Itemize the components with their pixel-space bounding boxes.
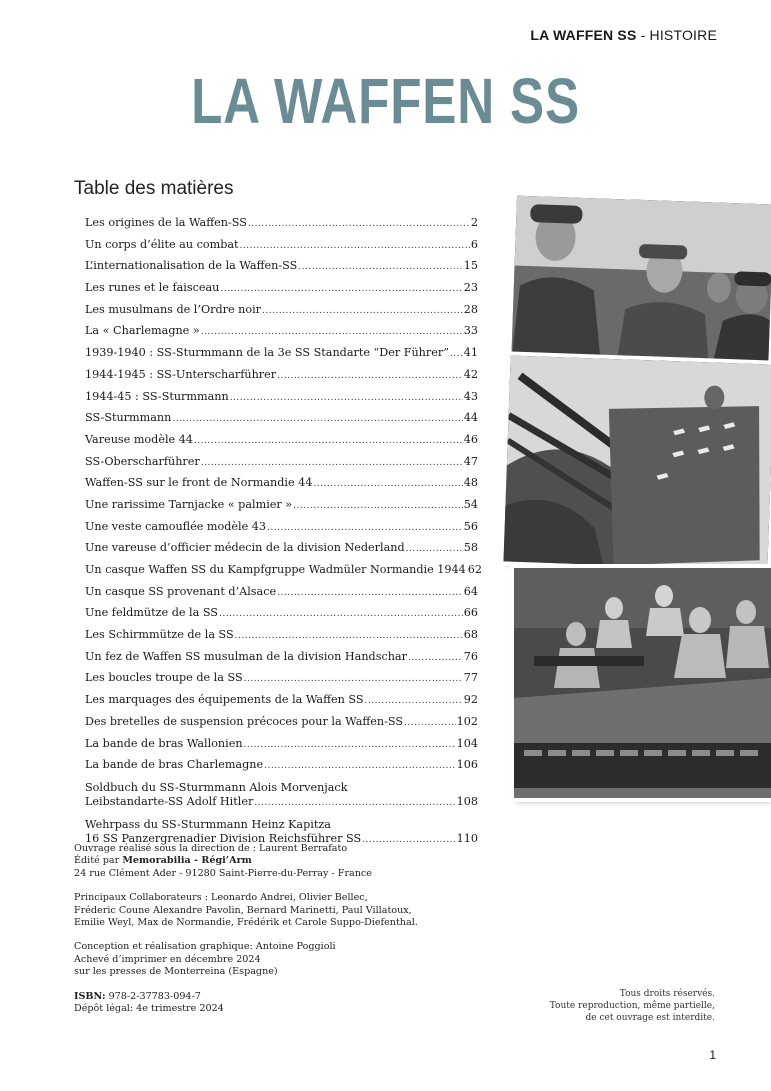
toc-entry-page: 41 <box>463 346 478 360</box>
toc-entry-page: 64 <box>463 584 478 598</box>
toc-dot-leader <box>235 628 463 643</box>
toc-entry <box>85 259 478 274</box>
toc-dot-leader <box>194 433 463 448</box>
toc-entry <box>85 368 478 383</box>
publisher-line: Édité par Memorabilia - Régi’Arm <box>74 855 252 867</box>
toc-dot-leader <box>267 520 463 535</box>
toc-entry-page: 33 <box>463 324 478 338</box>
tank-crew-photo <box>514 568 771 798</box>
series-section: - HISTOIRE <box>640 27 717 43</box>
toc-dot-leader <box>293 498 463 513</box>
toc-dot-leader <box>264 758 456 773</box>
toc-dot-leader <box>408 650 463 665</box>
toc-entry-title: Soldbuch du SS-Sturmmann Alois Morvenjack <box>85 780 348 794</box>
colophon <box>74 843 418 1015</box>
address-line: 24 rue Clément Ader - 91280 Saint-Pierre-du-Perray - France <box>74 867 372 879</box>
toc-dot-leader <box>219 606 463 621</box>
toc-dot-leader <box>220 281 462 296</box>
toc-entry <box>85 541 478 556</box>
toc-dot-leader <box>365 693 463 708</box>
table-of-contents <box>85 216 482 853</box>
toc-entry-page: 47 <box>463 454 478 468</box>
design-line: Conception et réalisation graphique: Antoine Poggioli <box>74 941 336 953</box>
toc-entry <box>85 758 478 773</box>
toc-entry-title: 1939-1940 : SS-Sturmmann de la 3e SS Standarte “Der Führer” <box>85 346 449 360</box>
toc-entry-page: 42 <box>463 367 478 381</box>
toc-entry-page: 66 <box>463 606 478 620</box>
toc-entry <box>85 238 478 253</box>
toc-entry-page: 2 <box>470 216 478 229</box>
toc-entry-title: Waffen-SS sur le front de Normandie 44 <box>85 476 313 490</box>
toc-dot-leader <box>244 737 456 752</box>
toc-entry <box>85 498 478 513</box>
flak-gun-photo <box>503 355 771 570</box>
toc-dot-leader <box>230 390 463 405</box>
toc-dot-leader <box>406 541 463 556</box>
toc-dot-leader <box>262 303 463 318</box>
toc-dot-leader <box>277 585 463 600</box>
toc-entry-title: Un corps d’élite au combat <box>85 237 239 251</box>
toc-entry <box>85 324 478 339</box>
toc-entry-title: Une rarissime Tarnjacke « palmier » <box>85 497 293 511</box>
toc-entry-page: 106 <box>456 758 478 772</box>
toc-entry-title: SS-Oberscharführer <box>85 454 200 468</box>
page-title: LA WAFFEN SS <box>191 65 580 137</box>
printed-line-2: sur les presses de Monterreina (Espagne) <box>74 966 278 978</box>
toc-entry-title: Les boucles troupe de la SS <box>85 671 243 685</box>
toc-entry-page: 23 <box>463 281 478 295</box>
toc-entry-title: Une vareuse d’officier médecin de la division Nederland <box>85 541 405 555</box>
toc-entry-page: 102 <box>456 714 478 728</box>
toc-entry-title: Une feldmütze de la SS <box>85 606 218 620</box>
toc-dot-leader <box>298 259 462 274</box>
toc-entry <box>85 281 478 296</box>
toc-entry-title: La « Charlemagne » <box>85 324 200 338</box>
legal-deposit-line: Dépôt légal: 4e trimestre 2024 <box>74 1003 224 1015</box>
toc-entry-title: Les marquages des équipements de la Waffen SS <box>85 693 364 707</box>
toc-entry-title: SS-Sturmmann <box>85 411 172 425</box>
toc-entry <box>85 303 478 318</box>
toc-entry-title: Les Schirmmütze de la SS <box>85 628 234 642</box>
toc-entry-title: La bande de bras Wallonien <box>85 736 243 750</box>
toc-entry-title: Une veste camouflée modèle 43 <box>85 519 267 533</box>
rights-notice: Tous droits réservés. Toute reproduction, même partielle, de cet ouvrage est interdite. <box>549 989 715 1023</box>
toc-entry <box>85 737 478 752</box>
direction-line: Ouvrage réalisé sous la direction de : Laurent Berrafato <box>74 843 348 854</box>
toc-dot-leader <box>450 346 463 361</box>
toc-heading: Table des matières <box>74 178 234 199</box>
page-number: 1 <box>709 1048 716 1062</box>
toc-entry-page: 44 <box>463 411 478 425</box>
toc-entry-title: Un fez de Waffen SS musulman de la division Handschar <box>85 649 407 663</box>
toc-entry <box>85 346 478 361</box>
toc-entry-page: 54 <box>463 497 478 511</box>
toc-entry-page: 104 <box>456 736 478 750</box>
toc-entry <box>85 693 478 708</box>
toc-entry-page: 48 <box>463 476 478 490</box>
toc-entry-page: 76 <box>463 649 478 663</box>
toc-entry-title: 1944-1945 : SS-Unterscharführer <box>85 367 277 381</box>
toc-entry <box>85 671 478 686</box>
toc-entry <box>85 606 478 621</box>
toc-dot-leader <box>277 368 463 383</box>
toc-entry-title: La bande de bras Charlemagne <box>85 758 264 772</box>
toc-entry-title: Les musulmans de l’Ordre noir <box>85 302 262 316</box>
toc-dot-leader <box>240 238 470 253</box>
toc-entry-subtitle: 16 SS Panzergrenadier Division Reichsführer SS <box>85 831 362 845</box>
toc-dot-leader <box>172 411 462 426</box>
isbn-line: ISBN: 978-2-37783-094-7 <box>74 990 201 1002</box>
soldiers-group-photo <box>511 196 771 373</box>
toc-dot-leader <box>201 324 463 339</box>
toc-dot-leader <box>254 795 455 810</box>
toc-entry <box>85 585 478 600</box>
collaborators-line-1: Principaux Collaborateurs : Leonardo Andrei, Olivier Bellec, <box>74 892 368 904</box>
toc-dot-leader <box>313 476 462 491</box>
toc-entry-title: Vareuse modèle 44 <box>85 432 193 446</box>
toc-entry-page: 28 <box>463 302 478 316</box>
toc-entry <box>85 520 478 535</box>
toc-dot-leader <box>248 216 470 231</box>
toc-entry-page: 110 <box>456 831 478 845</box>
toc-entry <box>85 411 478 426</box>
toc-entry-title: Wehrpass du SS-Sturmmann Heinz Kapitza <box>85 817 331 831</box>
toc-entry-title: Un casque Waffen SS du Kampfgruppe Wadmüler Normandie 1944 <box>85 563 466 576</box>
toc-entry <box>85 715 478 730</box>
series-name: LA WAFFEN SS <box>530 27 637 43</box>
toc-entry <box>85 216 478 231</box>
toc-entry-page: 77 <box>463 671 478 685</box>
toc-entry-title: Les origines de la Waffen-SS <box>85 216 247 229</box>
toc-entry-page: 108 <box>456 794 478 808</box>
toc-entry <box>85 780 478 810</box>
toc-entry-subtitle: Leibstandarte-SS Adolf Hitler <box>85 794 254 808</box>
toc-entry-page: 46 <box>463 432 478 446</box>
collaborators-line-2: Fréderic Coune Alexandre Pavolin, Bernard Marinetti, Paul Villatoux, <box>74 904 412 916</box>
toc-entry-page: 68 <box>463 628 478 642</box>
toc-entry-page: 92 <box>463 693 478 707</box>
publisher-name: Memorabilia - Régi’Arm <box>122 855 252 867</box>
toc-dot-leader <box>244 671 463 686</box>
toc-entry-title: Des bretelles de suspension précoces pour la Waffen-SS <box>85 714 404 728</box>
toc-entry <box>85 563 482 578</box>
toc-entry <box>85 476 478 491</box>
toc-entry-page: 15 <box>463 259 478 273</box>
toc-entry-page: 6 <box>470 237 478 251</box>
running-head <box>530 27 717 43</box>
toc-entry <box>85 433 478 448</box>
toc-entry <box>85 390 478 405</box>
printed-line-1: Achevé d’imprimer en décembre 2024 <box>74 953 261 965</box>
toc-entry <box>85 650 478 665</box>
toc-dot-leader <box>201 455 463 470</box>
toc-entry-title: Un casque SS provenant d’Alsace <box>85 584 277 598</box>
toc-entry-page: 56 <box>463 519 478 533</box>
toc-entry-title: L’internationalisation de la Waffen-SS <box>85 259 298 273</box>
toc-entry-page: 43 <box>463 389 478 403</box>
toc-entry-title: Les runes et le faisceau <box>85 281 220 295</box>
toc-dot-leader <box>404 715 456 730</box>
toc-entry-line <box>85 795 478 810</box>
toc-entry <box>85 455 478 470</box>
toc-entry-page: 58 <box>463 541 478 555</box>
collaborators-line-3: Emilie Weyl, Max de Normandie, Frédérik et Carole Suppo-Diefenthal. <box>74 917 418 929</box>
toc-entry-page: 62 <box>467 563 482 576</box>
toc-entry-title: 1944-45 : SS-Sturmmann <box>85 389 229 403</box>
toc-entry <box>85 628 478 643</box>
